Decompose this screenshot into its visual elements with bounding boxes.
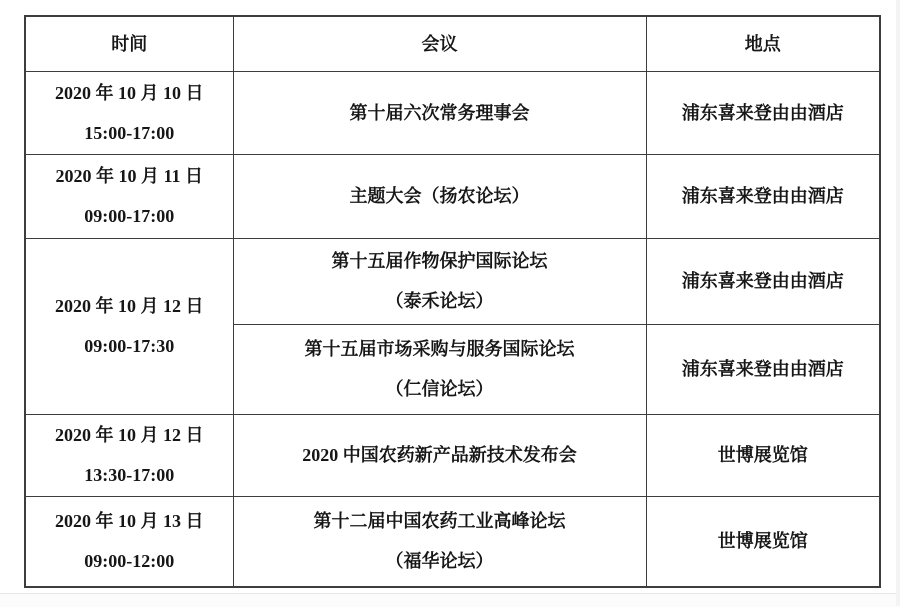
- meeting-cell: [233, 414, 646, 496]
- meeting-title: 第十五届市场采购与服务国际论坛: [304, 339, 575, 359]
- page-edge-bottom: [0, 593, 900, 607]
- location-text: 浦东喜来登由由酒店: [681, 186, 844, 206]
- location-cell: [646, 238, 880, 324]
- meeting-title: 第十届六次常务理事会: [349, 102, 530, 123]
- time-cell-merged: [25, 238, 233, 414]
- meeting-subtitle: （福华论坛）: [385, 551, 494, 572]
- location-cell: [646, 154, 880, 238]
- location-cell: [646, 324, 880, 414]
- time-line: 09:00-12:00: [84, 551, 175, 572]
- table-row: [25, 154, 880, 238]
- date-line: 2020 年 10 月 11 日: [55, 166, 203, 186]
- table-row: [25, 496, 880, 587]
- meeting-cell: [233, 154, 646, 238]
- table-header-row: [25, 16, 880, 71]
- meeting-cell: [233, 238, 646, 324]
- meeting-title: 2020 中国农药新产品新技术发布会: [302, 445, 577, 465]
- location-cell: [646, 496, 880, 587]
- location-text: 浦东喜来登由由酒店: [681, 102, 844, 123]
- meeting-title: 第十二届中国农药工业高峰论坛: [313, 511, 566, 532]
- time-line: 09:00-17:30: [84, 336, 175, 356]
- location-text: 浦东喜来登由由酒店: [681, 271, 844, 291]
- date-line: 2020 年 10 月 13 日: [55, 511, 204, 532]
- page-edge-right: [896, 0, 900, 606]
- meeting-title: 第十五届作物保护国际论坛: [331, 251, 548, 271]
- table-row: [25, 414, 880, 496]
- meeting-subtitle: （泰禾论坛）: [385, 291, 494, 311]
- date-line: 2020 年 10 月 12 日: [55, 296, 204, 316]
- date-line: 2020 年 10 月 12 日: [55, 425, 204, 445]
- meeting-cell: [233, 496, 646, 587]
- meeting-subtitle: （仁信论坛）: [385, 379, 494, 399]
- meeting-cell: [233, 324, 646, 414]
- conference-schedule-table: [24, 15, 881, 588]
- location-text: 世博展览馆: [717, 445, 808, 465]
- date-line: 2020 年 10 月 10 日: [55, 82, 204, 103]
- table-row: [25, 71, 880, 154]
- header-location-label: 地点: [744, 33, 781, 54]
- time-cell: [25, 71, 233, 154]
- time-line: 15:00-17:00: [84, 122, 175, 143]
- location-text: 世博展览馆: [717, 531, 808, 552]
- time-line: 09:00-17:00: [84, 206, 175, 226]
- location-cell: [646, 414, 880, 496]
- time-cell: [25, 154, 233, 238]
- meeting-cell: [233, 71, 646, 154]
- location-cell: [646, 71, 880, 154]
- table-row: [25, 238, 880, 324]
- time-cell: [25, 414, 233, 496]
- header-cell-meeting: [233, 16, 646, 71]
- time-line: 13:30-17:00: [84, 465, 175, 485]
- time-cell: [25, 496, 233, 587]
- location-text: 浦东喜来登由由酒店: [681, 359, 844, 379]
- header-cell-time: [25, 16, 233, 71]
- header-time-label: 时间: [111, 33, 148, 54]
- header-cell-location: [646, 16, 880, 71]
- header-meeting-label: 会议: [421, 33, 458, 54]
- meeting-title: 主题大会（扬农论坛）: [349, 186, 530, 206]
